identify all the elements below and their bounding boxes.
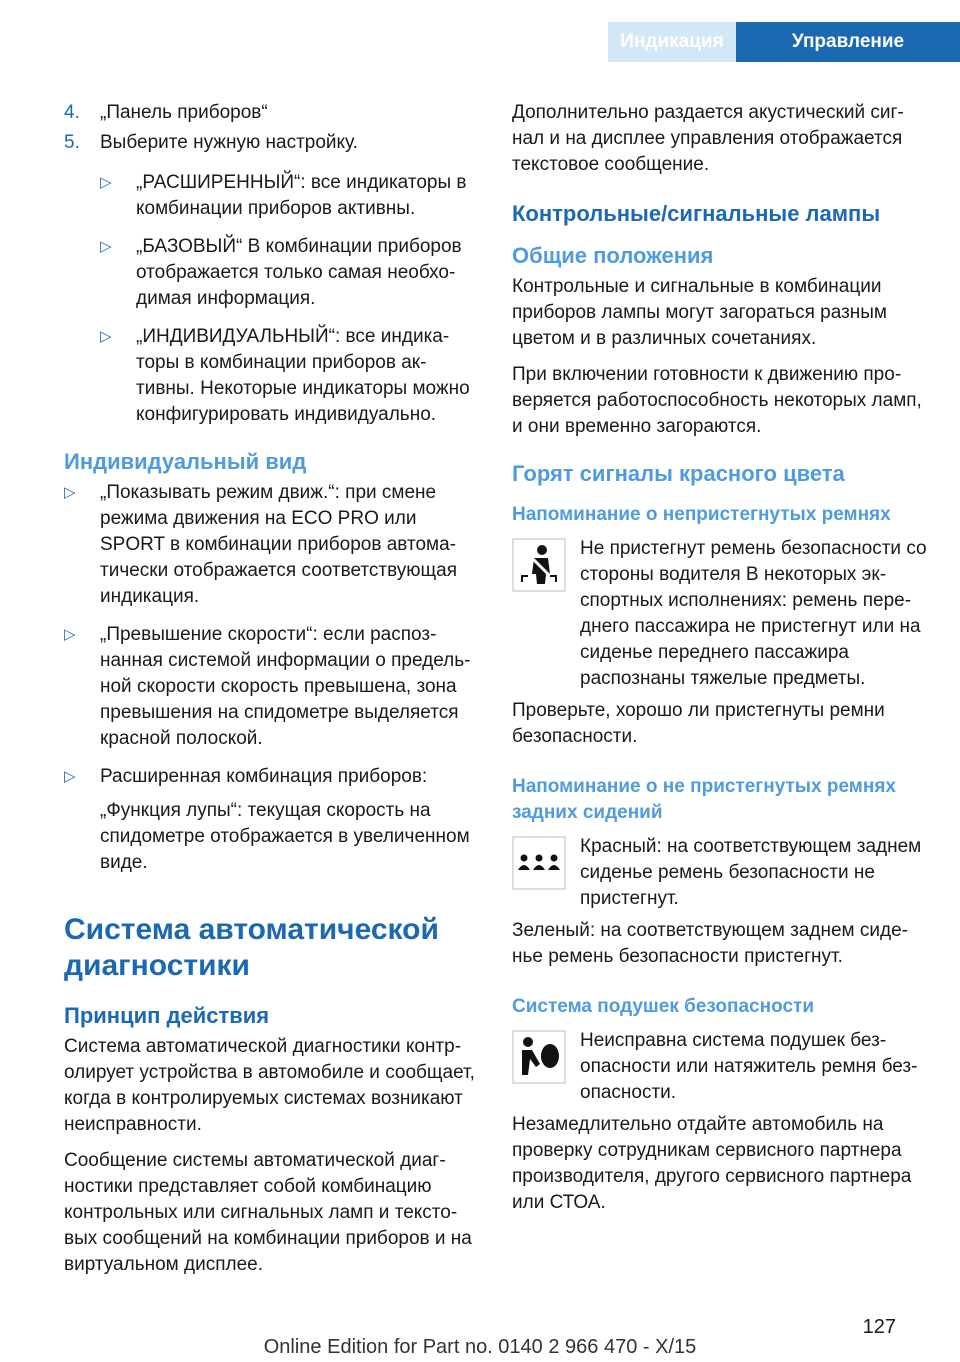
list-item	[100, 234, 478, 312]
magnifier-text: „Функция лупы“: текущая скорость на спидометре отображается в увеличенном виде.	[100, 800, 470, 873]
rear-belt-row	[512, 834, 928, 912]
paragraph: При включении готовности к движению проверяется работоспособность некоторых ламп, и они временно загораются.	[512, 364, 922, 437]
footer-edition: Online Edition for Part no. 0140 2 966 470 - X/15	[263, 1336, 697, 1358]
belt-warning-row	[512, 536, 928, 692]
item-text: „Панель приборов“	[100, 102, 268, 123]
paragraph: Сообщение системы автоматической диагностики представляет собой комбинацию контрольных или сигнальных ламп и текстовых сообщений на комбинации приборов и на виртуальном дисплее.	[64, 1150, 472, 1275]
seatbelt-icon	[512, 538, 566, 592]
header-tabs	[608, 22, 960, 62]
heading-lamps: Контрольные/сигнальные лампы	[512, 201, 881, 226]
heading-belt-reminder: Напоминание о непристегнутых ремнях	[512, 504, 891, 525]
item-text: Выберите нужную настройку.	[100, 132, 358, 153]
airbag-text: Неисправна система подушек безопасности или натяжитель ремня безопасности.	[580, 1030, 918, 1103]
paragraph: Проверьте, хорошо ли пристегнуты ремни безопасности.	[512, 700, 885, 747]
list-item	[100, 324, 478, 428]
tab-indicator[interactable]: Индикация	[608, 22, 736, 62]
item-number: 4.	[64, 102, 80, 123]
triangle-bullet-icon: ▷	[100, 238, 112, 255]
paragraph: Дополнительно раздается акустический сигнал и на дисплее управления отображается текстовое сообщение.	[512, 102, 904, 175]
page-number: 127	[862, 1316, 896, 1338]
left-column	[64, 100, 478, 1288]
bullet-text: „Превышение скорости“: если распознанная системой информации о предельной скорости скорость превышена, зона превышения на спидометре выделяется красной полоской.	[100, 624, 471, 749]
triangle-bullet-icon: ▷	[100, 328, 112, 345]
airbag-icon	[512, 1030, 566, 1084]
heading-rear-belt-reminder: Напоминание о не пристегнутых ремнях задних сидений	[512, 776, 896, 823]
triangle-bullet-icon: ▷	[64, 626, 76, 643]
bullet-text: „Показывать режим движ.“: при смене режима движения на ECO PRO или SPORT в комбинации приборов автоматически отображается соответствующая индикация.	[100, 482, 458, 607]
rear-text: Красный: на соответствующем заднем сиденье ремень безопасности не пристегнут.	[580, 836, 922, 909]
paragraph: Незамедлительно отдайте автомобиль на проверку сотрудникам сервисного партнера производителя, другого сервисного партнера или СТОА.	[512, 1114, 912, 1213]
paragraph: Зеленый: на соответствующем заднем сиденье ремень безопасности пристегнут.	[512, 920, 908, 967]
item-number: 5.	[64, 132, 80, 153]
tab-control[interactable]: Управление	[736, 22, 960, 62]
rear-seats-icon	[512, 836, 566, 890]
bullet-text: „РАСШИРЕННЫЙ“: все индикаторы в комбинации приборов активны.	[136, 172, 467, 219]
triangle-bullet-icon: ▷	[64, 768, 76, 785]
bullet-text: „ИНДИВИДУАЛЬНЫЙ“: все индикаторы в комбинации приборов активны. Некоторые индикаторы можно конфигурировать индивидуально.	[136, 326, 470, 425]
heading-red-signals: Горят сигналы красного цвета	[512, 461, 845, 486]
list-item-4	[64, 100, 478, 126]
heading-general: Общие положения	[512, 243, 714, 268]
heading-airbag: Система подушек безопасности	[512, 996, 814, 1017]
list-item	[64, 764, 478, 790]
right-column	[512, 100, 928, 1226]
list-item	[100, 170, 478, 222]
heading-autodiagnosis: Система автоматической диагностики	[64, 913, 439, 982]
airbag-row	[512, 1028, 928, 1106]
list-item	[64, 622, 478, 752]
bullet-text: Расширенная комбинация приборов:	[100, 766, 428, 787]
list-item-5	[64, 130, 478, 156]
heading-principle: Принцип действия	[64, 1003, 270, 1028]
triangle-bullet-icon: ▷	[64, 484, 76, 501]
heading-individual-view: Индивидуальный вид	[64, 449, 307, 474]
belt-text: Не пристегнут ремень безопасности со стороны водителя В некоторых экспортных исполнениях: ремень переднего пассажира не пристегнут или на сиденье переднего пассажира распознаны тяжелые предметы.	[580, 538, 927, 689]
paragraph: Система автоматической диагностики контролирует устройства в автомобиле и сообщает, когда в контролируемых системах возникают неисправности.	[64, 1036, 475, 1135]
bullet-text: „БАЗОВЫЙ“ В комбинации приборов отображается только самая необходимая информация.	[136, 236, 462, 309]
paragraph: Контрольные и сигнальные в комбинации приборов лампы могут загораться разным цветом и в различных сочетаниях.	[512, 276, 887, 349]
list-item	[64, 480, 478, 610]
triangle-bullet-icon: ▷	[100, 174, 112, 191]
